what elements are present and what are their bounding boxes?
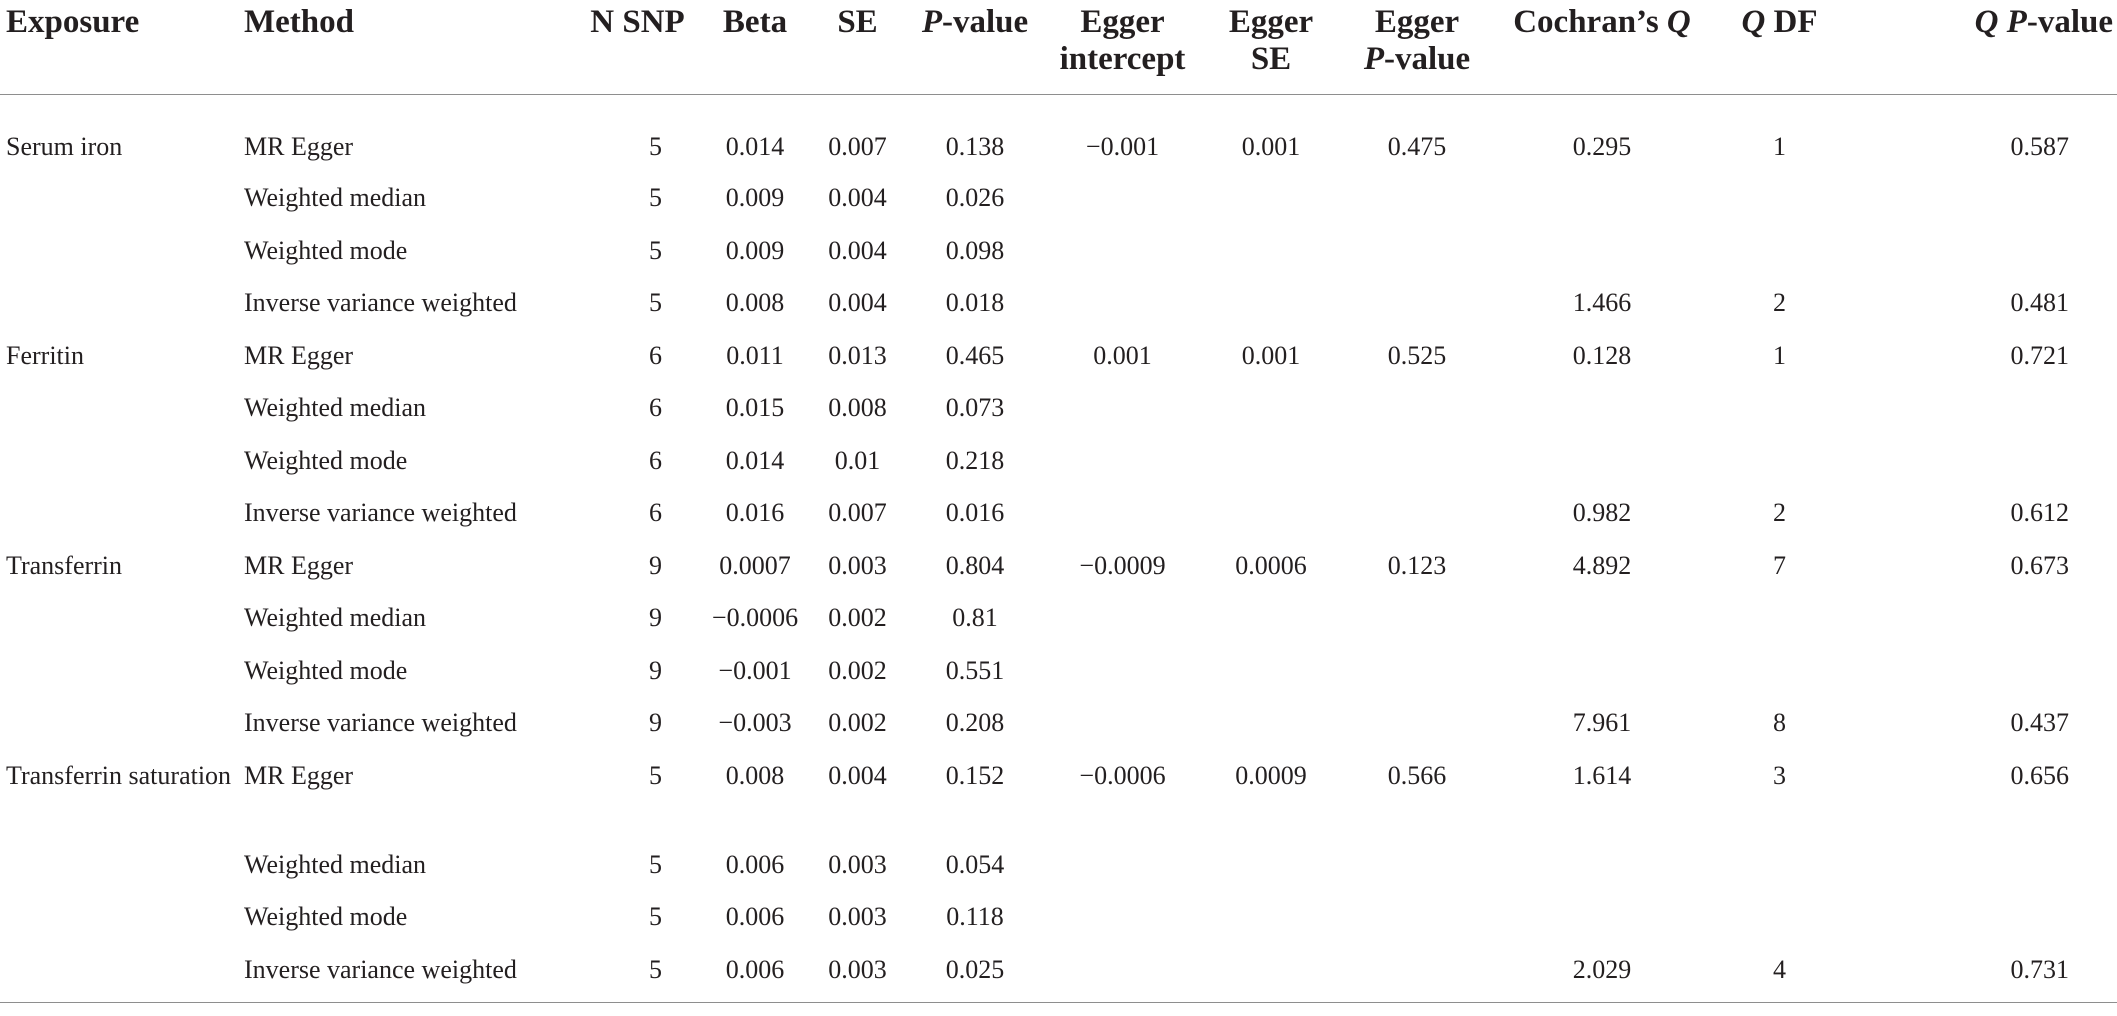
cell-cochrans-q	[1492, 179, 1712, 232]
header-cochrans-q	[1492, 0, 1712, 94]
cell-q-df	[1712, 232, 1847, 285]
cell-beta: 0.009	[725, 235, 785, 265]
cell-egger-se	[1200, 284, 1342, 337]
cell-method: Weighted median	[244, 603, 427, 632]
header-egger-se-line1: Egger	[1228, 4, 1314, 40]
cell-method: Inverse variance weighted	[244, 498, 517, 527]
cell-cochrans-q	[1492, 442, 1712, 495]
table-row	[0, 846, 2117, 899]
cell-n-snp: 6	[649, 340, 662, 370]
cell-p-value: 0.026	[945, 183, 1005, 212]
cell-q-p-value: 0.587	[2010, 131, 2069, 161]
cell-egger-p-value	[1342, 232, 1492, 285]
cell-p-value: 0.208	[945, 708, 1005, 737]
cell-egger-se	[1200, 846, 1342, 899]
cell-q-p-value: 0.731	[1847, 951, 2117, 1003]
cell-p-value: 0.016	[945, 498, 1005, 527]
cell-exposure	[0, 951, 240, 1003]
cell-exposure	[0, 494, 240, 547]
cell-q-p-value: 0.721	[2010, 340, 2069, 370]
cell-se: 0.003	[828, 902, 887, 931]
cell-cochrans-q: 0.982	[1572, 498, 1632, 527]
cell-beta: 0.011	[726, 340, 784, 370]
cell-beta: 0.016	[725, 498, 785, 527]
cell-egger-se	[1200, 494, 1342, 547]
header-n-snp: N SNP	[575, 0, 700, 94]
cell-q-p-value	[1847, 898, 2117, 951]
cell-exposure	[0, 179, 240, 232]
cell-n-snp: 9	[649, 603, 662, 632]
cell-cochrans-q	[1492, 846, 1712, 899]
table-row	[0, 442, 2117, 495]
table-row	[0, 652, 2117, 705]
cell-n-snp: 5	[575, 951, 700, 1003]
cell-q-df: 2	[1773, 498, 1786, 527]
cell-egger-intercept	[1045, 704, 1200, 757]
cell-se: 0.008	[828, 393, 887, 422]
cell-beta: 0.009	[725, 183, 785, 212]
header-egger-intercept-line1: Egger	[1080, 4, 1165, 40]
table-row	[0, 599, 2117, 652]
cell-beta: 0.006	[725, 849, 785, 879]
cell-beta: −0.001	[718, 655, 792, 685]
cell-cochrans-q	[1492, 232, 1712, 285]
header-method: Method	[240, 0, 575, 94]
header-egger-p-value	[1342, 0, 1492, 94]
cell-se: 0.003	[828, 849, 887, 879]
header-p-value-italic: P	[921, 4, 942, 40]
cell-se: 0.01	[834, 445, 881, 475]
cell-q-df: 3	[1773, 760, 1786, 790]
cell-n-snp: 5	[649, 760, 662, 790]
cell-n-snp: 6	[649, 445, 662, 475]
cell-exposure: Serum iron	[6, 131, 123, 161]
cell-q-p-value	[1847, 599, 2117, 652]
cell-egger-p-value	[1342, 389, 1492, 442]
cell-p-value: 0.152	[945, 760, 1005, 790]
table-row	[0, 232, 2117, 285]
cell-exposure	[0, 652, 240, 705]
cell-se: 0.004	[828, 183, 887, 212]
cell-q-df: 2	[1773, 288, 1786, 317]
cell-se: 0.004	[828, 235, 887, 265]
cell-method: Weighted mode	[244, 235, 408, 265]
cell-q-p-value: 0.437	[2010, 708, 2069, 737]
cell-p-value: 0.804	[945, 550, 1005, 580]
cell-beta: 0.0007	[719, 550, 791, 580]
cell-egger-se: 0.0009	[1235, 760, 1307, 790]
cell-cochrans-q: 1.466	[1572, 288, 1632, 317]
cell-beta: 0.008	[725, 288, 785, 317]
cell-q-df	[1712, 652, 1847, 705]
cell-egger-p-value: 0.566	[1387, 760, 1447, 790]
cell-beta: 0.014	[725, 131, 785, 161]
cell-n-snp: 5	[649, 131, 662, 161]
cell-cochrans-q: 4.892	[1572, 550, 1632, 580]
cell-exposure	[0, 442, 240, 495]
cell-egger-p-value: 0.475	[1387, 131, 1447, 161]
cell-egger-intercept: −0.0006	[1079, 760, 1166, 790]
cell-se: 0.007	[828, 498, 887, 527]
cell-exposure	[0, 599, 240, 652]
header-egger-p-line1: Egger	[1374, 4, 1460, 40]
table-body	[0, 94, 2117, 1003]
header-q-df-italic: Q	[1741, 4, 1766, 40]
cell-p-value: 0.018	[945, 288, 1005, 317]
table-header	[0, 0, 2117, 94]
cell-p-value: 0.118	[946, 902, 1004, 931]
table-row	[0, 494, 2117, 547]
cell-beta: 0.008	[725, 760, 785, 790]
cell-cochrans-q	[1492, 389, 1712, 442]
header-q-p-value	[1847, 0, 2117, 94]
cell-q-df	[1712, 898, 1847, 951]
cell-se: 0.004	[828, 760, 887, 790]
cell-se: 0.004	[828, 288, 887, 317]
cell-q-df: 7	[1773, 550, 1786, 580]
cell-q-df	[1712, 389, 1847, 442]
header-se: SE	[810, 0, 905, 94]
header-egger-intercept-line2: intercept	[1059, 41, 1186, 77]
cell-method: Weighted median	[244, 393, 427, 422]
cell-beta: 0.006	[725, 902, 785, 931]
table-row	[0, 389, 2117, 442]
cell-cochrans-q: 0.295	[1572, 131, 1632, 161]
cell-egger-p-value	[1342, 494, 1492, 547]
cell-se: 0.003	[828, 550, 887, 580]
cell-p-value: 0.054	[945, 849, 1005, 879]
cell-exposure: Transferrin	[6, 550, 123, 580]
cell-q-p-value	[1847, 389, 2117, 442]
cell-q-df	[1712, 179, 1847, 232]
header-exposure: Exposure	[0, 0, 240, 94]
cell-q-p-value	[1847, 652, 2117, 705]
cell-q-p-value: 0.656	[2010, 760, 2069, 790]
header-q-df-rest: DF	[1765, 4, 1818, 40]
cell-q-p-value: 0.612	[2010, 498, 2069, 527]
cell-egger-p-value	[1342, 284, 1492, 337]
header-row	[0, 0, 2117, 94]
cell-egger-intercept	[1045, 599, 1200, 652]
cell-n-snp: 5	[649, 902, 662, 931]
cell-method: Inverse variance weighted	[240, 951, 575, 1003]
cell-exposure	[0, 704, 240, 757]
cell-egger-intercept: 0.001	[1093, 340, 1152, 370]
cell-egger-p-value	[1342, 442, 1492, 495]
table-row	[0, 179, 2117, 232]
cell-cochrans-q: 2.029	[1492, 951, 1712, 1003]
cell-egger-p-value	[1342, 704, 1492, 757]
cell-egger-p-value	[1342, 951, 1492, 1003]
header-q-p-italic: Q P	[1974, 4, 2027, 40]
cell-egger-se: 0.001	[1241, 131, 1301, 161]
cell-beta: −0.003	[718, 708, 792, 737]
cell-egger-se	[1200, 389, 1342, 442]
cell-p-value: 0.551	[945, 655, 1005, 685]
cell-n-snp: 6	[649, 393, 662, 422]
cell-q-df	[1712, 442, 1847, 495]
cell-n-snp: 6	[649, 498, 662, 527]
cell-q-p-value	[1847, 846, 2117, 899]
cell-egger-intercept	[1045, 494, 1200, 547]
cell-egger-p-value	[1342, 898, 1492, 951]
cell-method: MR Egger	[244, 550, 354, 580]
cell-p-value: 0.073	[945, 393, 1005, 422]
cell-egger-se	[1200, 442, 1342, 495]
cell-q-df: 4	[1712, 951, 1847, 1003]
cell-method: MR Egger	[244, 131, 354, 161]
header-egger-p-rest: -value	[1384, 41, 1471, 77]
cell-cochrans-q: 1.614	[1572, 760, 1632, 790]
header-egger-p-italic: P	[1363, 41, 1384, 77]
cell-exposure	[0, 232, 240, 285]
header-cochrans-text: Cochran’s	[1513, 4, 1667, 40]
cell-se: 0.002	[828, 603, 887, 632]
cell-egger-se	[1200, 704, 1342, 757]
cell-egger-se	[1200, 951, 1342, 1003]
cell-egger-p-value: 0.123	[1387, 550, 1447, 580]
cell-egger-intercept	[1045, 898, 1200, 951]
cell-q-df: 1	[1773, 340, 1786, 370]
cell-q-p-value	[1847, 179, 2117, 232]
cell-cochrans-q	[1492, 652, 1712, 705]
table-row	[0, 951, 2117, 1003]
cell-egger-p-value: 0.525	[1387, 340, 1447, 370]
cell-egger-intercept: −0.0009	[1079, 550, 1166, 580]
cell-q-df	[1712, 599, 1847, 652]
table-row	[0, 94, 2117, 179]
cell-egger-p-value	[1342, 179, 1492, 232]
cell-method: Inverse variance weighted	[244, 708, 517, 737]
cell-exposure: Transferrin saturation	[6, 760, 232, 790]
cell-egger-p-value	[1342, 652, 1492, 705]
header-egger-se	[1200, 0, 1342, 94]
header-cochrans-italic: Q	[1666, 4, 1691, 40]
cell-egger-se: 0.001	[1241, 340, 1301, 370]
cell-beta: 0.014	[725, 445, 785, 475]
cell-egger-intercept	[1045, 652, 1200, 705]
cell-q-p-value	[1847, 232, 2117, 285]
cell-method: Weighted median	[244, 849, 427, 879]
cell-n-snp: 5	[649, 288, 662, 317]
cell-method: MR Egger	[244, 760, 354, 790]
cell-cochrans-q: 0.128	[1572, 340, 1632, 370]
cell-cochrans-q	[1492, 898, 1712, 951]
cell-egger-se	[1200, 599, 1342, 652]
header-q-p-rest: -value	[2026, 4, 2113, 40]
cell-se: 0.007	[828, 131, 887, 161]
table-row	[0, 337, 2117, 390]
cell-n-snp: 9	[649, 550, 662, 580]
cell-egger-p-value	[1342, 846, 1492, 899]
cell-exposure	[0, 846, 240, 899]
table-row	[0, 547, 2117, 600]
cell-q-p-value: 0.481	[2010, 288, 2069, 317]
cell-p-value: 0.81	[952, 603, 998, 632]
cell-p-value: 0.098	[945, 235, 1005, 265]
cell-egger-p-value	[1342, 599, 1492, 652]
cell-n-snp: 5	[649, 849, 662, 879]
header-p-value-rest: -value	[942, 4, 1029, 40]
cell-p-value: 0.025	[905, 951, 1045, 1003]
cell-egger-intercept	[1045, 179, 1200, 232]
cell-cochrans-q	[1492, 599, 1712, 652]
cell-egger-intercept	[1045, 389, 1200, 442]
cell-method: Weighted median	[244, 183, 427, 212]
cell-egger-intercept	[1045, 846, 1200, 899]
header-egger-intercept	[1045, 0, 1200, 94]
cell-q-df: 8	[1773, 708, 1786, 737]
header-beta: Beta	[700, 0, 810, 94]
cell-n-snp: 5	[649, 235, 662, 265]
cell-method: Weighted mode	[244, 655, 408, 685]
cell-egger-se	[1200, 898, 1342, 951]
cell-method: Weighted mode	[244, 902, 408, 931]
cell-egger-intercept	[1045, 951, 1200, 1003]
table-row	[0, 898, 2117, 951]
cell-q-df	[1712, 846, 1847, 899]
cell-p-value: 0.138	[945, 131, 1005, 161]
cell-n-snp: 9	[649, 655, 662, 685]
cell-egger-intercept	[1045, 442, 1200, 495]
cell-egger-intercept	[1045, 284, 1200, 337]
cell-egger-se	[1200, 232, 1342, 285]
table-row	[0, 757, 2117, 846]
cell-egger-intercept: −0.001	[1085, 131, 1160, 161]
cell-se: 0.003	[810, 951, 905, 1003]
cell-beta: 0.015	[725, 393, 785, 422]
cell-exposure	[0, 389, 240, 442]
cell-se: 0.002	[828, 708, 887, 737]
header-p-value	[905, 0, 1045, 94]
cell-p-value: 0.465	[945, 340, 1005, 370]
header-q-df	[1712, 0, 1847, 94]
cell-q-p-value: 0.673	[2010, 550, 2069, 580]
cell-method: MR Egger	[244, 340, 354, 370]
cell-q-p-value	[1847, 442, 2117, 495]
cell-q-df: 1	[1773, 131, 1786, 161]
cell-egger-se	[1200, 652, 1342, 705]
cell-se: 0.002	[828, 655, 887, 685]
cell-beta: 0.006	[700, 951, 810, 1003]
cell-egger-intercept	[1045, 232, 1200, 285]
cell-beta: −0.0006	[711, 603, 799, 632]
cell-egger-se	[1200, 179, 1342, 232]
cell-p-value: 0.218	[945, 445, 1005, 475]
cell-cochrans-q: 7.961	[1572, 708, 1632, 737]
cell-method: Inverse variance weighted	[244, 288, 517, 317]
cell-n-snp: 5	[649, 183, 662, 212]
cell-exposure: Ferritin	[6, 340, 84, 370]
table-row	[0, 284, 2117, 337]
cell-n-snp: 9	[649, 708, 662, 737]
cell-method: Weighted mode	[244, 445, 408, 475]
cell-se: 0.013	[828, 340, 887, 370]
cell-egger-se: 0.0006	[1235, 550, 1307, 580]
cell-exposure	[0, 898, 240, 951]
table-row	[0, 704, 2117, 757]
header-egger-se-line2: SE	[1250, 41, 1292, 77]
cell-exposure	[0, 284, 240, 337]
